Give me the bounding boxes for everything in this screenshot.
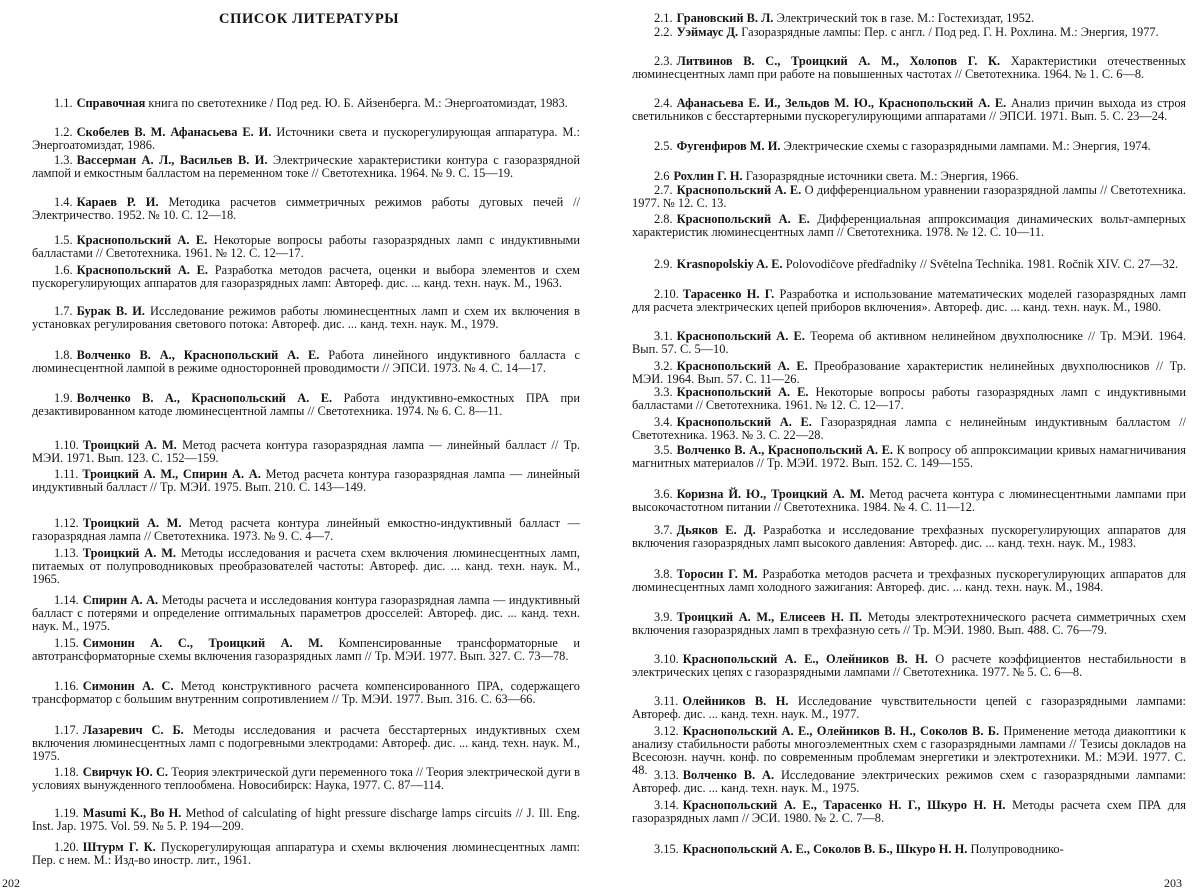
reference-number: 3.4. — [654, 415, 673, 429]
reference-entry — [632, 799, 1186, 825]
reference-authors: Троицкий А. М. — [82, 516, 182, 530]
page-title: СПИСОК ЛИТЕРАТУРЫ — [219, 11, 400, 27]
reference-authors: Рохлин Г. Н. — [673, 169, 743, 183]
reference-number: 1.13. — [54, 546, 79, 560]
reference-number: 1.20. — [54, 840, 79, 854]
reference-entry — [32, 126, 580, 152]
reference-text: Полупроводнико- — [970, 842, 1064, 856]
reference-entry — [32, 637, 580, 663]
reference-authors: Симонин А. С., Троицкий А. М. — [82, 636, 323, 650]
reference-authors: Лазаревич С. Б. — [82, 723, 184, 737]
reference-number: 2.5. — [654, 139, 673, 153]
reference-number: 3.14. — [654, 798, 679, 812]
reference-authors: Masumi K., Bo H. — [82, 806, 182, 820]
reference-number: 3.9. — [654, 610, 673, 624]
reference-entry — [632, 769, 1186, 795]
reference-authors: Афанасьева Е. И., Зельдов М. Ю., Краснопольский А. Е. — [676, 96, 1007, 110]
reference-entry — [32, 439, 580, 465]
reference-number: 1.9. — [54, 391, 73, 405]
reference-number: 1.2. — [54, 125, 73, 139]
reference-number: 3.15. — [654, 842, 679, 856]
reference-authors: Свирчук Ю. С. — [82, 765, 169, 779]
reference-number: 3.13. — [654, 768, 679, 782]
reference-number: 1.7. — [54, 304, 73, 318]
reference-entry — [632, 330, 1186, 356]
reference-text: Method of calculating of hight pressure discharge lamps circuits // J. Ill. Eng. Inst. Jap. 1975. Vol. 59. № 5. P. 194—209. — [32, 806, 580, 834]
reference-authors: Троицкий А. М. — [82, 546, 177, 560]
reference-number: 3.7. — [654, 523, 673, 537]
reference-text: Газоразрядные источники света. М.: Энергия, 1966. — [745, 169, 1019, 183]
reference-text: Разработка и исследование трехфазных пускорегулирующих аппаратов для включения газоразрядных ламп высокого давления: Автореф. дис. ... канд. техн. наук. М., 1983. — [632, 523, 1187, 551]
reference-authors: Краснопольский А. Е. — [676, 329, 805, 343]
reference-number: 1.3. — [54, 153, 73, 167]
reference-authors: Справочная — [76, 96, 146, 110]
reference-entry — [32, 724, 580, 763]
reference-entry — [32, 392, 580, 418]
reference-number: 2.2. — [654, 25, 673, 39]
reference-number: 1.12. — [54, 516, 79, 530]
reference-entry — [632, 55, 1186, 81]
reference-authors: Волченко В. А. — [682, 768, 775, 782]
reference-authors: Краснопольский А. Е. — [676, 183, 802, 197]
reference-authors: Торосин Г. М. — [676, 567, 758, 581]
reference-text: Методы исследования и расчета схем включения люминесцентных ламп, питаемых от полупроводниковых преобразователей частоты: Автореф. дис. ... канд. техн. наук. М., 1965. — [32, 546, 580, 587]
reference-text: Метод конструктивного расчета компенсированного ПРА, содержащего трансформатор с большим внутренним сопротивлением // Тр. МЭИ. 1977. Вып. 316. С. 63—66. — [32, 679, 581, 707]
reference-text: Электрический ток в газе. М.: Гостехиздат, 1952. — [776, 11, 1035, 25]
reference-text: Исследование чувствительности цепей с газоразрядными лампами: Автореф. дис. ... канд. техн. наук. М., 1977. — [632, 694, 1186, 722]
reference-text: Метод расчета контура газоразрядная лампа — линейный индуктивный балласт // Тр. МЭИ. 1975. Вып. 210. С. 143—149. — [32, 467, 580, 495]
reference-number: 1.19. — [54, 806, 79, 820]
reference-authors: Коризна Й. Ю., Троицкий А. М. — [676, 487, 865, 501]
reference-text: Применение метода диакоптики к анализу стабильности работы многоэлементных схем с газоразрядными лампами // Тезисы докладов на Всесоюзн. научн. конф. по современным проблемам энергетики и электротехники. М.: МЭИ. 1977. С. 48. — [632, 724, 1186, 778]
reference-authors: Тарасенко Н. Г. — [682, 287, 775, 301]
reference-text: Исследование электрических режимов схем с газоразрядными лампами: Автореф. дис. ... канд. техн. наук. М., 1975. — [632, 768, 1186, 796]
page-number-right: 203 — [1164, 876, 1182, 890]
reference-authors: Грановский В. Л. — [676, 11, 774, 25]
reference-number: 1.14. — [54, 593, 79, 607]
reference-text: О расчете коэффициентов нестабильности в электрических цепях с газоразрядными лампами // Светотехника. 1977. № 5. С. 6—8. — [632, 652, 1186, 680]
reference-text: Исследование режимов работы люминесцентных ламп и схем их включения в установках регулирования светового потока: Автореф. дис. ... канд. техн. наук. М., 1979. — [32, 304, 580, 332]
reference-text: Пускорегулирующая аппаратура и схемы включения люминесцентных ламп: Пер. с нем. М.: Изд-во иностр. лит., 1961. — [32, 840, 581, 868]
reference-entry — [32, 234, 580, 260]
reference-authors: Волченко В. А., Краснопольский А. Е. — [76, 391, 333, 405]
reference-text: Метод расчета контура с люминесцентными лампами при высокочастотном питании // Светотехника. 1984. № 4. С. 11—12. — [632, 487, 1186, 515]
reference-entry — [632, 843, 1186, 856]
reference-text: Теория электрической дуги переменного тока // Теория электрической дуги в условиях вынужденного теплообмена. Новосибирск: Наука, 1977. С. 87—114. — [32, 765, 580, 793]
reference-text: Компенсированные трансформаторные и автотрансформаторные схемы включения газоразрядных ламп // Тр. МЭИ. 1977. Вып. 327. С. 73—78. — [32, 636, 580, 664]
reference-text: Методика расчетов симметричных режимов работы дуговых печей // Электричество. 1952. № 10. С. 12—18. — [32, 195, 580, 223]
reference-number: 3.3. — [654, 385, 673, 399]
reference-entry — [632, 524, 1186, 550]
reference-entry — [32, 305, 580, 331]
page-number-left: 202 — [2, 876, 20, 890]
reference-entry — [32, 766, 580, 792]
reference-authors: Дьяков Е. Д. — [676, 523, 756, 537]
reference-authors: Краснопольский А. Е. — [676, 359, 808, 373]
reference-authors: Литвинов В. С., Троицкий А. М., Холопов Г. К. — [676, 54, 1001, 68]
reference-authors: Вассерман А. Л., Васильев В. И. — [76, 153, 268, 167]
reference-authors: Симонин А. С. — [82, 679, 174, 693]
reference-text: Методы расчета и исследования контура газоразрядная лампа — индуктивный балласт с потерями и определение оптимальных параметров дросселей: Автореф. дис. ... канд. техн. наук. М., 1975. — [32, 593, 580, 634]
reference-number: 1.15. — [54, 636, 79, 650]
reference-entry — [32, 807, 580, 833]
reference-number: 3.10. — [654, 652, 679, 666]
reference-entry — [632, 568, 1186, 594]
reference-authors: Троицкий А. М., Спирин А. А. — [82, 467, 261, 481]
reference-authors: Волченко В. А., Краснопольский А. Е. — [676, 443, 893, 457]
reference-number: 1.8. — [54, 348, 73, 362]
reference-number: 1.11. — [54, 467, 79, 481]
reference-number: 2.7. — [654, 183, 673, 197]
reference-entry — [32, 517, 580, 543]
reference-entry — [632, 97, 1186, 123]
reference-entry — [632, 695, 1186, 721]
reference-entry — [632, 653, 1186, 679]
reference-authors: Краснопольский А. Е., Олейников В. Н. — [682, 652, 928, 666]
reference-authors: Краснопольский А. Е. — [676, 415, 812, 429]
reference-entry — [632, 360, 1186, 386]
reference-text: Электрические характеристики контура с газоразрядной лампой и емкостным балластом на переменном токе // Светотехника. 1964. № 9. С. 15—19. — [32, 153, 580, 181]
reference-authors: Краснопольский А. Е., Тарасенко Н. Г., Шкуро Н. Н. — [682, 798, 1006, 812]
reference-number: 1.17. — [54, 723, 79, 737]
reference-number: 1.16. — [54, 679, 79, 693]
reference-entry — [32, 594, 580, 633]
reference-entry — [32, 680, 580, 706]
reference-authors: Краснопольский А. Е. — [76, 263, 208, 277]
reference-text: Некоторые вопросы работы газоразрядных ламп с индуктивными балластами // Светотехника. 1961. № 12. С. 12—17. — [32, 233, 580, 261]
reference-number: 2.1. — [654, 11, 673, 25]
reference-text: К вопросу об аппроксимации кривых намагничивания магнитных материалов // Тр. МЭИ. 1972. Вып. 152. С. 149—155. — [632, 443, 1186, 471]
reference-entry — [632, 12, 1186, 25]
reference-entry — [632, 26, 1186, 39]
reference-entry — [632, 184, 1186, 210]
reference-text: Разработка и использование математических моделей газоразрядных ламп для расчета электрических цепей приборов включения». Автореф. дис. ... канд. техн. наук. М., 1980. — [632, 287, 1186, 315]
reference-text: Анализ причин выхода из строя светильников с бесстартерными пускорегулирующими аппаратами // ЭПСИ. 1971. Вып. 5. С. 23—24. — [632, 96, 1186, 124]
reference-entry — [632, 488, 1186, 514]
reference-number: 3.8. — [654, 567, 673, 581]
reference-text: Дифференциальная аппроксимация динамических вольт-амперных характеристик люминесцентных ламп // Светотехника. 1978. № 12. С. 10—11. — [632, 212, 1186, 240]
reference-entry — [32, 154, 580, 180]
reference-number: 2.4. — [654, 96, 673, 110]
reference-authors: Скобелев В. М. Афанасьева Е. И. — [76, 125, 272, 139]
reference-entry — [632, 258, 1186, 271]
right-page — [608, 0, 1200, 895]
reference-entry — [32, 349, 580, 375]
reference-number: 1.10. — [54, 438, 79, 452]
reference-text: Работа индуктивно-емкостных ПРА при дезактивированном катоде люминесцентной лампы // Светотехника. 1974. № 6. С. 8—11. — [32, 391, 580, 419]
reference-authors: Олейников В. Н. — [682, 694, 789, 708]
reference-number: 2.9. — [654, 257, 673, 271]
reference-text: Работа линейного индуктивного балласта с люминесцентной лампой в режиме односторонней проводимости // ЭПСИ. 1973. № 4. С. 14—17. — [32, 348, 580, 376]
reference-entry — [632, 170, 1186, 183]
reference-number: 1.5. — [54, 233, 73, 247]
reference-entry — [632, 213, 1186, 239]
reference-authors: Штурм Г. К. — [82, 840, 156, 854]
reference-authors: Краснопольский А. Е. — [676, 212, 810, 226]
reference-text: Методы расчета схем ПРА для газоразрядных ламп // ЭСИ. 1980. № 2. С. 7—8. — [632, 798, 1186, 826]
reference-entry — [632, 444, 1186, 470]
reference-authors: Фугенфиров М. И. — [676, 139, 781, 153]
reference-text: Polovodičove předřadniky // Světelna Technika. 1981. Ročnik XIV. C. 27—32. — [785, 257, 1179, 271]
reference-number: 1.4. — [54, 195, 73, 209]
reference-text: Некоторые вопросы работы газоразрядных ламп с индуктивными балластами // Светотехника. 1961. № 12. С. 12—17. — [632, 385, 1186, 413]
reference-text: Разработка методов расчета и трехфазных пускорегулирующих аппаратов для люминесцентных ламп холодного зажигания: Автореф. дис. ... канд. техн. наук. М., 1984. — [632, 567, 1186, 595]
reference-text: Разработка методов расчета, оценки и выбора элементов и схем пускорегулирующих аппаратов для газоразрядных ламп: Автореф. дис. ... канд. техн. наук. М., 1963. — [32, 263, 580, 291]
reference-text: Газоразрядные лампы: Пер. с англ. / Под ред. Г. Н. Рохлина. М.: Энергия, 1977. — [741, 25, 1159, 39]
reference-text: Преобразование характеристик нелинейных двухполюсников // Тр. МЭИ. 1964. Вып. 57. С. 11—26. — [632, 359, 1186, 387]
reference-number: 3.5. — [654, 443, 673, 457]
reference-number: 3.11. — [654, 694, 679, 708]
reference-text: Метод расчета контура линейный емкостно-индуктивный балласт — газоразрядная лампа // Светотехника. 1973. № 9. С. 4—7. — [32, 516, 581, 544]
reference-authors: Спирин А. А. — [82, 593, 159, 607]
reference-authors: Троицкий А. М. — [82, 438, 177, 452]
reference-entry — [632, 288, 1186, 314]
reference-entry — [632, 386, 1186, 412]
reference-text: Источники света и пускорегулирующая аппаратура. М.: Энергоатомиздат, 1986. — [32, 125, 580, 153]
reference-text: Газоразрядная лампа с нелинейным индуктивным балластом // Светотехника. 1963. № 3. С. 22—28. — [632, 415, 1186, 443]
reference-text: Характеристики отечественных люминесцентных ламп при работе на повышенных частотах // Светотехника. 1964. № 1. С. 6—8. — [632, 54, 1186, 82]
reference-entry — [32, 264, 580, 290]
reference-authors: Krasnopolskiy A. E. — [676, 257, 783, 271]
reference-text: Электрические схемы с газоразрядными лампами. М.: Энергия, 1974. — [783, 139, 1151, 153]
reference-authors: Краснопольский А. Е. — [676, 385, 809, 399]
reference-number: 1.18. — [54, 765, 79, 779]
reference-number: 3.12. — [654, 724, 679, 738]
reference-entry — [32, 196, 580, 222]
reference-number: 2.8. — [654, 212, 673, 226]
reference-number: 2.3. — [654, 54, 673, 68]
reference-entry — [632, 416, 1186, 442]
reference-number: 2.10. — [654, 287, 679, 301]
reference-text: Методы электротехнического расчета симметричных схем включения газоразрядных ламп в трехфазную сеть // Тр. МЭИ. 1980. Вып. 488. С. 76—79. — [632, 610, 1186, 638]
reference-authors: Уэймаус Д. — [676, 25, 739, 39]
reference-number: 3.6. — [654, 487, 673, 501]
reference-entry — [632, 611, 1186, 637]
reference-text: Методы исследования и расчета бесстартерных индуктивных схем включения люминесцентных ламп с подогревными электродами: Автореф. дис. ... канд. техн. наук. М., 1975. — [32, 723, 580, 764]
reference-entry — [32, 97, 580, 110]
reference-number: 1.1. — [54, 96, 73, 110]
reference-text: О дифференциальном уравнении газоразрядной лампы // Светотехника. 1977. № 12. С. 13. — [632, 183, 1186, 211]
reference-authors: Бурак В. И. — [76, 304, 145, 318]
reference-entry — [32, 841, 580, 867]
reference-number: 1.6. — [54, 263, 73, 277]
reference-authors: Краснопольский А. Е., Олейников В. Н., Соколов В. Б. — [682, 724, 1000, 738]
reference-number: 2.6 — [654, 169, 670, 183]
reference-entry — [632, 140, 1186, 153]
reference-text: книга по светотехнике / Под ред. Ю. Б. Айзенберга. М.: Энергоатомиздат, 1983. — [148, 96, 568, 110]
reference-authors: Волченко В. А., Краснопольский А. Е. — [76, 348, 320, 362]
reference-authors: Троицкий А. М., Елисеев Н. П. — [676, 610, 863, 624]
reference-authors: Краснопольский А. Е. — [76, 233, 208, 247]
reference-authors: Караев Р. И. — [76, 195, 159, 209]
reference-text: Метод расчета контура газоразрядная лампа — линейный балласт // Тр. МЭИ. 1971. Вып. 123. С. 152—159. — [32, 438, 580, 466]
reference-entry — [32, 547, 580, 586]
reference-number: 3.2. — [654, 359, 673, 373]
reference-number: 3.1. — [654, 329, 673, 343]
reference-authors: Краснопольский А. Е., Соколов В. Б., Шкуро Н. Н. — [682, 842, 968, 856]
reference-text: Теорема об активном нелинейном двухполюснике // Тр. МЭИ. 1964. Вып. 57. С. 5—10. — [632, 329, 1186, 357]
reference-entry — [32, 468, 580, 494]
